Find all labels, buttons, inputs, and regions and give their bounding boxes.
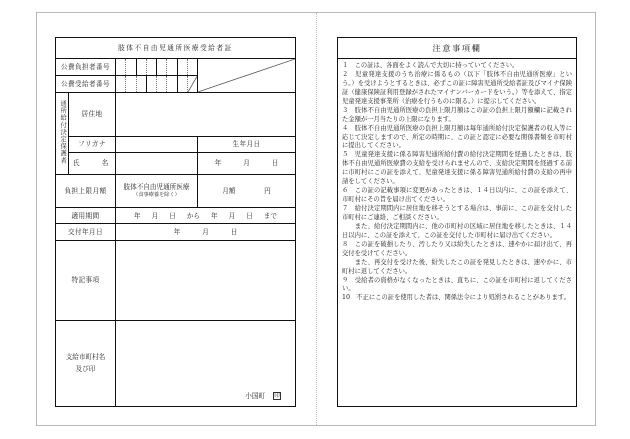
digit-cell[interactable] bbox=[126, 76, 136, 92]
public-burden-number-label: 公費負担者番号 bbox=[56, 59, 116, 76]
digit-cell[interactable] bbox=[116, 59, 126, 75]
year-unit: 年 bbox=[214, 159, 222, 168]
certificate-title: 肢体不自由児通所医療受給者証 bbox=[56, 38, 296, 59]
cap-type-note: （食事療養を除く） bbox=[133, 191, 180, 198]
digit-cell[interactable] bbox=[126, 59, 136, 75]
digit-cell[interactable] bbox=[167, 59, 177, 75]
issue-month-unit: 月 bbox=[202, 228, 209, 237]
digit-cell[interactable] bbox=[188, 59, 197, 75]
digit-cell[interactable] bbox=[137, 76, 147, 92]
public-recipient-number-label: 公費受給者番号 bbox=[56, 75, 116, 92]
residence-field[interactable] bbox=[116, 92, 296, 136]
notice-item: ２ 児童発達支援のうち治療に係るもの（以下「肢体不自由児通所医療」という。）を受けようとするときは、必ずこの証に障害児通所受給者証及びマイナ保険証（健康保険証利用登録がされたマイナンバーカードをいう。）等を添えて、指定児童発達支援事業所（治療を行うものに限る。）に提示してください。 bbox=[342, 70, 572, 105]
period-to-day: 日 bbox=[246, 211, 253, 220]
guardian-section-label: 通所給付決定保護者 bbox=[56, 92, 69, 174]
notice-item: ３ 肢体不自由児通所医療の負担上限月額はこの証の負担上限月額欄に記載された金額が一月当たりの上限になります。 bbox=[342, 106, 572, 123]
digit-cell[interactable] bbox=[157, 59, 167, 75]
furigana-field[interactable] bbox=[116, 137, 198, 152]
name-label: 氏 名 bbox=[69, 152, 116, 174]
period-label: 適用期間 bbox=[56, 207, 116, 224]
issue-date-field[interactable] bbox=[116, 224, 296, 241]
yen-label: 円 bbox=[264, 186, 271, 195]
municipality-name: 小国町 bbox=[245, 391, 266, 400]
notice-item: ８ この証を破損したり、汚したり又は紛失したときは、速やかに届け出て、再交付を受けてください。 bbox=[342, 240, 572, 257]
furigana-label: フリガナ bbox=[69, 137, 116, 152]
digit-cell[interactable] bbox=[167, 76, 177, 92]
cap-type-cell bbox=[116, 174, 198, 207]
notice-item: ９ 受給者の資格がなくなったときは、直ちに、この証を市町村に返してください。 bbox=[342, 276, 572, 293]
period-from-suffix: から bbox=[186, 211, 200, 220]
certificate-table bbox=[55, 37, 296, 407]
municipality-label bbox=[56, 320, 116, 406]
digit-cell[interactable] bbox=[137, 59, 147, 75]
digit-cell[interactable] bbox=[147, 59, 157, 75]
issue-day-unit: 日 bbox=[230, 228, 238, 237]
notice-page bbox=[337, 37, 577, 407]
remarks-field[interactable] bbox=[116, 241, 296, 321]
name-field[interactable] bbox=[116, 152, 198, 174]
municipality-label-line2: 及び印 bbox=[75, 365, 96, 374]
diagonal-void-box bbox=[198, 59, 296, 93]
notice-body bbox=[338, 59, 576, 303]
seal-stamp-icon: 印 bbox=[274, 393, 280, 399]
remarks-label: 特記事項 bbox=[56, 241, 116, 321]
notice-title: 注意事項欄 bbox=[338, 38, 576, 59]
month-unit: 月 bbox=[243, 159, 250, 168]
notice-item: 10 不正にこの証を使用した者は、関係法令により処罰されることがあります。 bbox=[342, 294, 570, 302]
digit-cell[interactable] bbox=[157, 76, 167, 92]
page-fold-line bbox=[316, 13, 317, 425]
public-recipient-number-field[interactable] bbox=[116, 75, 198, 92]
period-from-month: 月 bbox=[151, 211, 159, 220]
cap-amount-field[interactable] bbox=[198, 174, 296, 207]
issue-date-label: 交付年月日 bbox=[56, 224, 116, 241]
period-to-month: 月 bbox=[228, 211, 236, 220]
municipality-label-line1: 支給市町村名 bbox=[65, 352, 106, 361]
document-sheet bbox=[36, 12, 596, 426]
notice-item: ７ 給付決定期間内に居住地を移そうとする場合は、事前に、この証を交付した市町村にご連絡、ご相談ください。 bbox=[342, 205, 572, 221]
cap-type-text: 肢体不自由児通所医療 bbox=[123, 183, 190, 192]
certificate-page bbox=[55, 37, 295, 407]
digit-cell[interactable] bbox=[147, 76, 157, 92]
notice-item: ４ 肢体不自由児通所医療の負担上限月額は毎年通所給付決定保護者の収入等に応じて決定しますので、所定の時期に、この証と認定に必要な関係書類を市町村に提出してください。 bbox=[342, 124, 572, 150]
birthdate-field[interactable] bbox=[198, 152, 296, 174]
digit-cell[interactable] bbox=[116, 76, 126, 92]
day-unit: 日 bbox=[271, 159, 279, 168]
birthdate-label: 生年月日 bbox=[198, 137, 296, 152]
municipality-field[interactable] bbox=[116, 320, 296, 406]
digit-cell[interactable] bbox=[178, 59, 188, 75]
cap-amount-label: 負担上限月額 bbox=[56, 174, 116, 207]
issue-year-unit: 年 bbox=[173, 228, 181, 237]
public-burden-number-field[interactable] bbox=[116, 59, 198, 76]
period-from-day: 日 bbox=[169, 211, 176, 220]
notice-item: ５ 児童発達支援に係る障害児通所給付費の給付決定期間を経過したときは、肢体不自由児通所医療費の支給を受けられませんので、支給決定期間を経過する前に市町村にこの証を添えて、児童発達支援に係る障害児通所給付費の支給の再申請をしてください。 bbox=[342, 151, 572, 186]
monthly-amount-label: 月額 bbox=[222, 186, 236, 195]
period-field[interactable] bbox=[116, 207, 296, 224]
notice-item: ６ この証の記載事項に変更があったときは、１４日以内に、この証を添えて、市町村にその旨を届け出てください。 bbox=[342, 187, 572, 204]
digit-cell[interactable] bbox=[178, 76, 188, 92]
residence-label: 居住地 bbox=[69, 92, 116, 136]
notice-item: また、再交付を受けた後、紛失したこの証を発見したときは、速やかに、市町村に返してください。 bbox=[342, 258, 572, 275]
notice-item: １ この証は、各面をよく読んで大切に持っていてください。 bbox=[342, 62, 519, 69]
digit-cell-diagonal[interactable] bbox=[188, 76, 197, 92]
period-to-suffix: まで bbox=[263, 211, 277, 220]
period-to-year: 年 bbox=[211, 211, 218, 220]
notice-item: また、給付決定期間内に、他の市町村の区域に居住地を移したときは、１４日以内に、この証を添えて、この証を交付した市町村に届け出てください。 bbox=[342, 222, 572, 239]
period-from-year: 年 bbox=[134, 211, 141, 220]
